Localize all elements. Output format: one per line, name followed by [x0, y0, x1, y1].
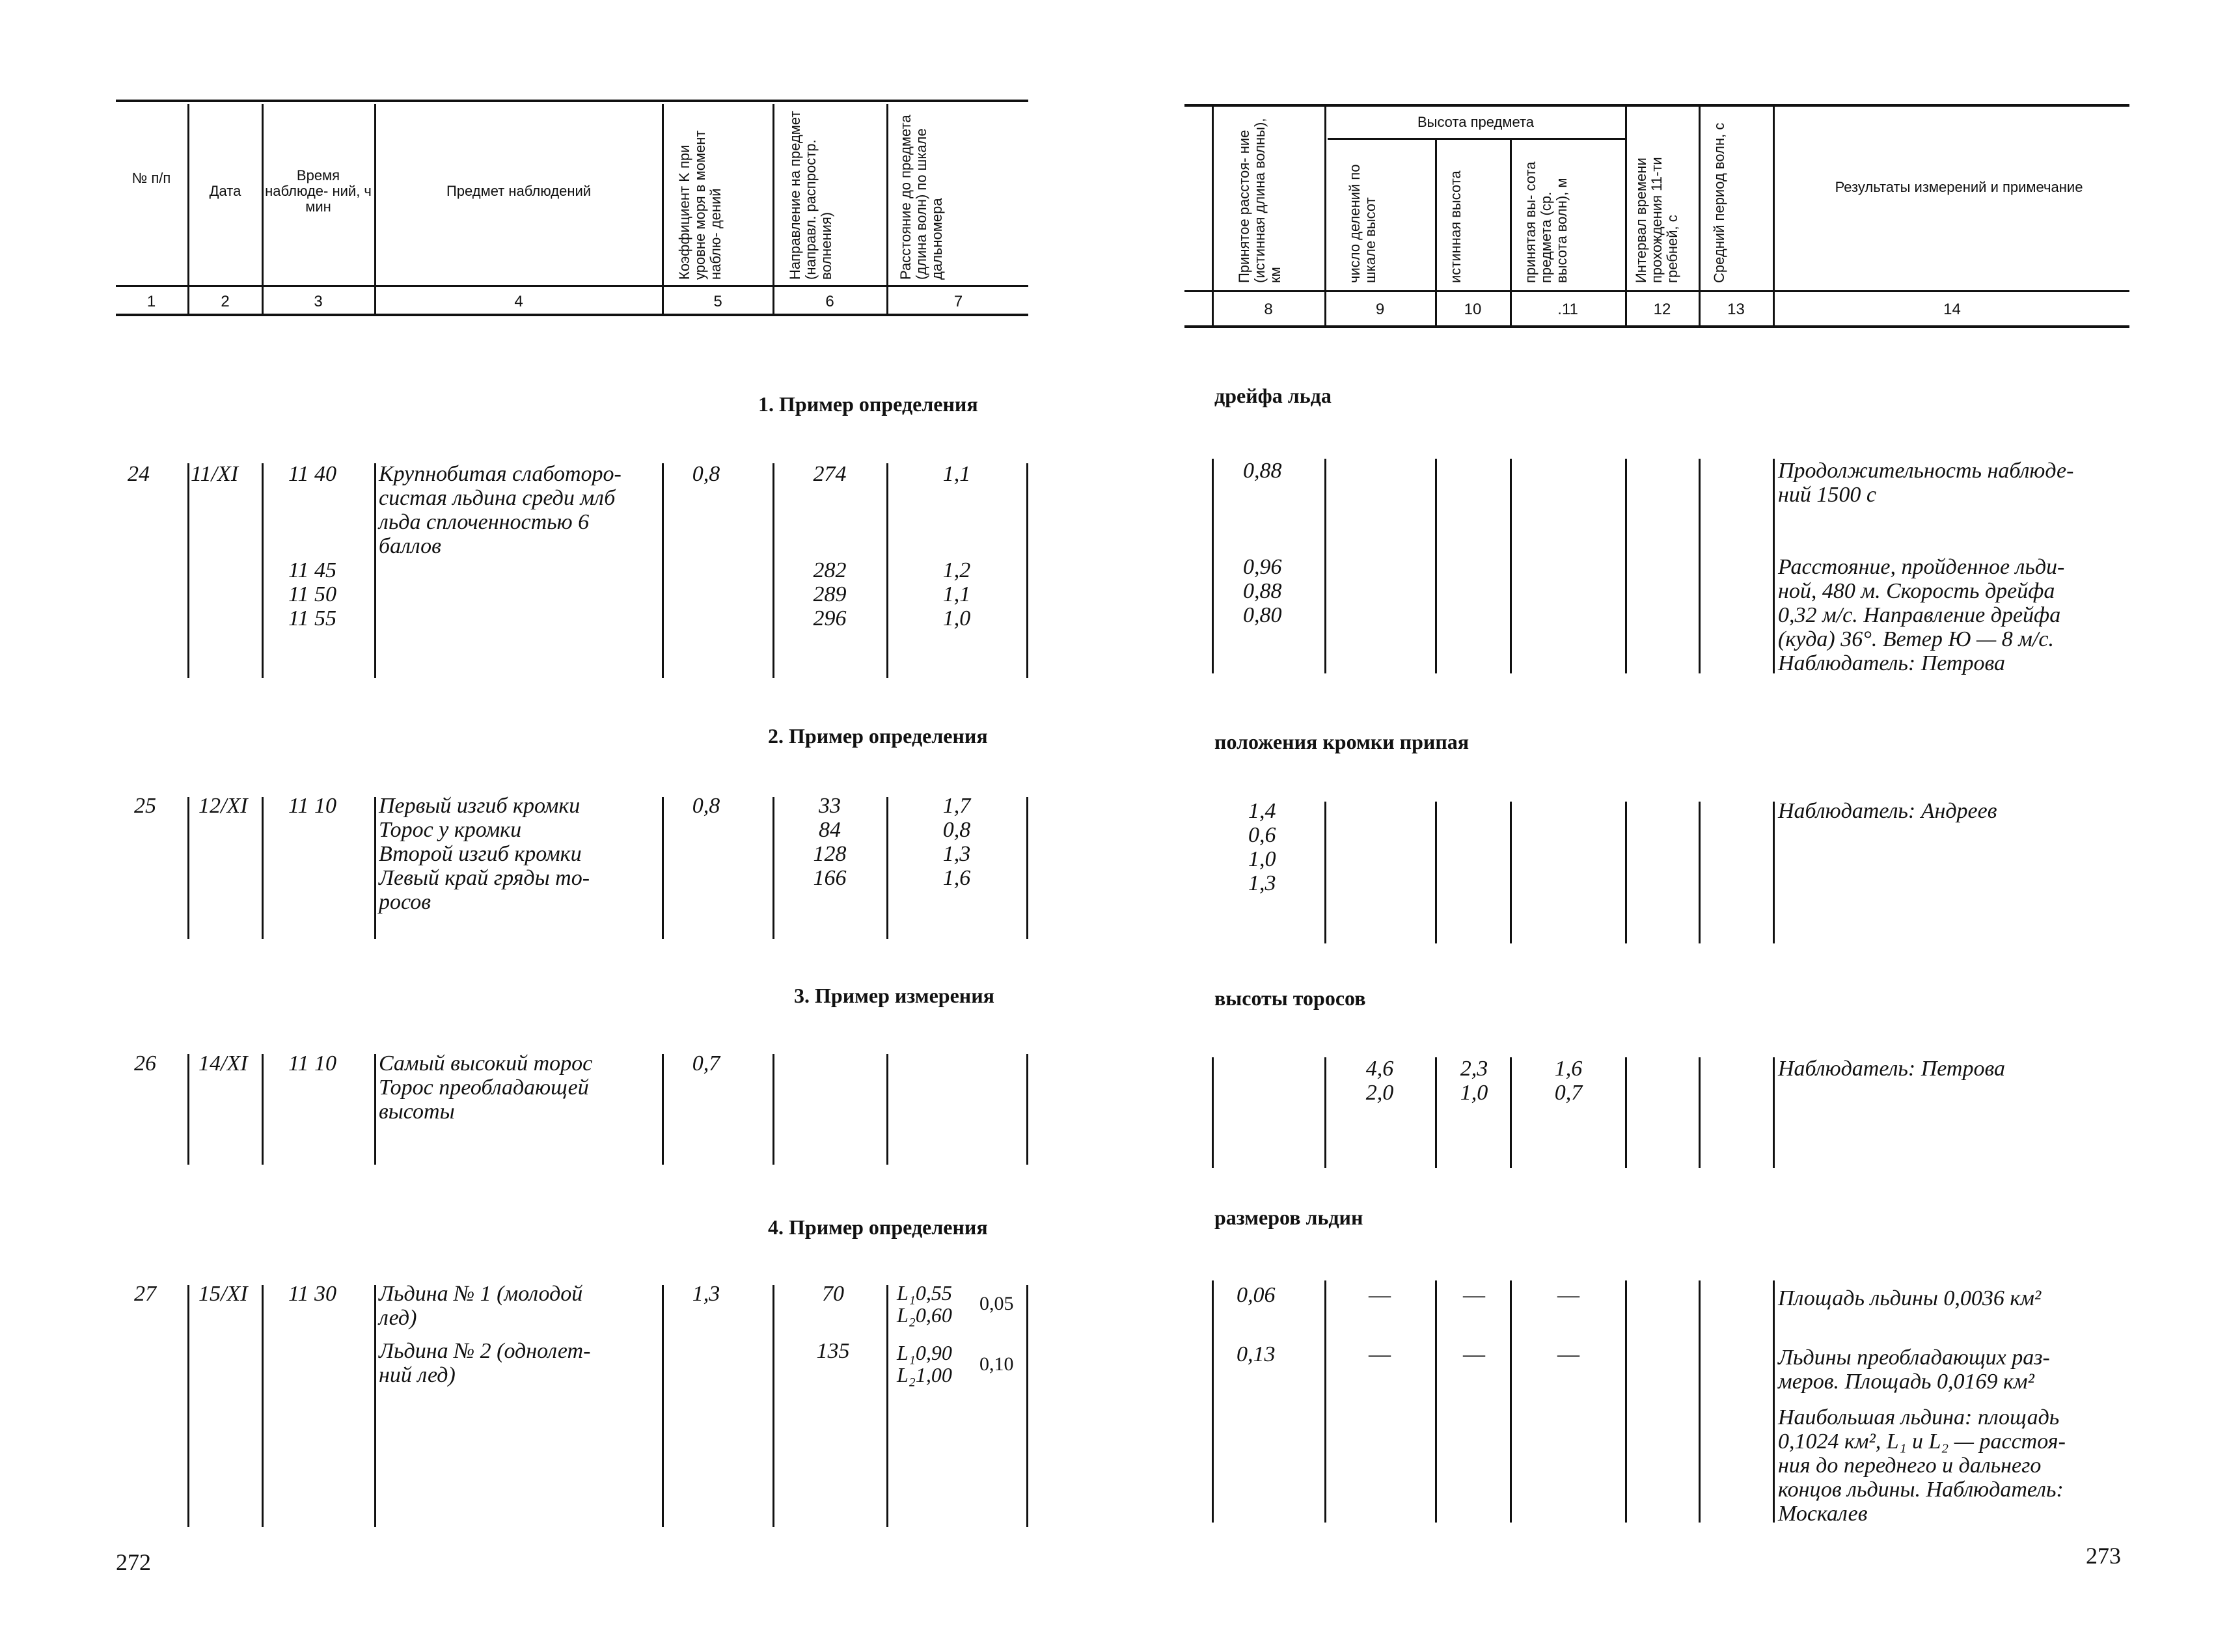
header-col-12: Интервал времени прохождения 11-ти гребней, с: [1633, 157, 1680, 283]
row-27-k: 1,3: [692, 1282, 720, 1306]
row-24-dir: 274 282 289 296: [813, 462, 847, 630]
row-27-h10-dash-1: —: [1463, 1283, 1485, 1307]
col-divider: [773, 797, 774, 939]
row-24-date: 11/XI: [191, 462, 239, 486]
col-divider: [262, 1054, 264, 1165]
col-divider: [1324, 802, 1326, 943]
left-header-top-rule: [116, 100, 1028, 102]
col-divider: [886, 1285, 888, 1527]
row-24-note-1: Продолжительность наблюде- ний 1500 с: [1778, 459, 2074, 507]
col-divider: [1625, 107, 1627, 325]
row-27-h10-dash-2: —: [1463, 1342, 1485, 1366]
col-divider: [886, 463, 888, 678]
row-24-dist: 1,1 1,2 1,1 1,0: [942, 462, 971, 630]
col-divider: [773, 104, 774, 314]
row-27-h11-dash-2: —: [1557, 1342, 1579, 1366]
col-number-10: 10: [1464, 301, 1482, 318]
row-27-dist-1-diff: 0,05: [979, 1293, 1014, 1314]
row-27-subject-2: Льдина № 2 (однолет- ний лед): [379, 1339, 591, 1387]
col-divider: [1510, 459, 1512, 673]
col-divider: [1435, 459, 1437, 673]
col-number-6: 6: [825, 293, 834, 310]
col-divider: [662, 1054, 664, 1165]
row-25-accepted: 1,4 0,6 1,0 1,3: [1248, 799, 1276, 895]
col-divider: [1435, 802, 1437, 943]
col-number-12: 12: [1653, 301, 1671, 318]
col-divider: [1773, 459, 1775, 673]
row-25-subject: Первый изгиб кромки Торос у кромки Второй изгиб кромки Левый край гряды то- росов: [379, 794, 590, 914]
section-2-title-left: 2. Пример определения: [768, 724, 988, 748]
row-26-num: 26: [134, 1051, 156, 1076]
col-divider: [1510, 1280, 1512, 1523]
col-divider: [886, 1054, 888, 1165]
col-divider: [374, 104, 376, 314]
row-25-date: 12/XI: [198, 794, 248, 818]
col-divider: [1699, 802, 1701, 943]
left-header-bottom-rule: [116, 314, 1028, 316]
col-number-5: 5: [713, 293, 722, 310]
col-number-8: 8: [1264, 301, 1273, 318]
row-26-subject: Самый высокий торос Торос преобладающей высоты: [379, 1051, 593, 1124]
row-27-dir-2: 135: [816, 1339, 850, 1363]
row-27-note-2: Льдины преобладающих раз- меров. Площадь 0,0169 км²: [1778, 1346, 2050, 1394]
col-divider: [662, 797, 664, 939]
section-3-title-left: 3. Пример измерения: [794, 984, 994, 1007]
row-24-note-2: Расстояние, пройденное льди- ной, 480 м. Скорость дрейфа 0,32 м/с. Направление дрейфа (куда) 36°. Ветер Ю — 8 м/с. Наблюдатель: Петрова: [1778, 555, 2065, 675]
col-divider: [773, 1054, 774, 1165]
col-divider: [773, 463, 774, 678]
row-25-times: 11 10: [288, 794, 336, 818]
header-height-group: Высота предмета: [1417, 114, 1535, 130]
row-25-dir: 33 84 128 166: [813, 794, 847, 890]
header-col-5: Коэффициент K при уровне моря в момент наблю- дений: [676, 130, 724, 280]
page-number-left: 272: [116, 1549, 151, 1575]
col-divider: [187, 104, 189, 314]
col-divider: [1026, 1054, 1028, 1165]
row-25-note-1: Наблюдатель: Андреев: [1778, 799, 1997, 823]
section-1-title-left: 1. Пример определения: [758, 392, 978, 416]
header-col-8: Принятое расстоя- ние (истинная длина волны), км: [1236, 118, 1283, 283]
col-divider: [1435, 1280, 1437, 1523]
col-divider: [187, 1054, 189, 1165]
row-25-k: 0,8: [692, 794, 720, 818]
col-number-4: 4: [514, 293, 523, 310]
col-number-9: 9: [1375, 301, 1385, 318]
col-divider: [1026, 797, 1028, 939]
col-divider: [374, 1054, 376, 1165]
col-divider: [1026, 1285, 1028, 1527]
row-27-subject-1: Льдина № 1 (молодой лед): [379, 1282, 583, 1330]
header-col-2: Дата: [209, 183, 241, 199]
right-header-group-rule: [1328, 138, 1627, 140]
row-27-times: 11 30: [288, 1282, 336, 1306]
row-27-h11-dash-1: —: [1557, 1283, 1579, 1307]
col-divider: [1435, 1057, 1437, 1168]
left-header-mid-rule: [116, 285, 1028, 287]
row-26-times: 11 10: [288, 1051, 336, 1076]
row-26-h11: 1,6 0,7: [1554, 1057, 1583, 1105]
col-number-13: 13: [1727, 301, 1745, 318]
section-3-title-right: высоты торосов: [1214, 986, 1366, 1010]
col-divider: [662, 463, 664, 678]
col-divider: [1625, 459, 1627, 673]
row-24-accepted: 0,88 0,96 0,88 0,80: [1243, 459, 1282, 627]
col-divider: [187, 463, 189, 678]
row-27-dist-1: L₁0,55 L₂0,60: [897, 1281, 952, 1327]
row-26-note-1: Наблюдатель: Петрова: [1778, 1057, 2005, 1081]
col-divider: [187, 1285, 189, 1527]
row-26-h9: 4,6 2,0: [1365, 1057, 1394, 1105]
header-col-7: Расстояние до предмета (длина волн) по шкале дальномера: [897, 115, 945, 280]
row-27-h9-dash-1: —: [1369, 1283, 1391, 1307]
col-divider: [1773, 107, 1775, 325]
header-col-14: Результаты измерений и примечание: [1835, 179, 2083, 195]
col-divider: [374, 463, 376, 678]
col-divider: [1699, 107, 1701, 325]
col-divider: [374, 1285, 376, 1527]
col-divider: [1212, 1280, 1214, 1523]
row-27-accepted-2: 0,13: [1237, 1342, 1276, 1366]
section-1-title-right: дрейфа льда: [1214, 384, 1332, 407]
row-26-date: 14/XI: [198, 1051, 248, 1076]
col-divider: [262, 797, 264, 939]
header-col-4: Предмет наблюдений: [446, 183, 592, 199]
col-divider: [1699, 1057, 1701, 1168]
header-col-11: принятая вы- сота предмета (ср. высота волн), м: [1522, 161, 1570, 283]
col-divider: [662, 104, 664, 314]
row-26-k: 0,7: [692, 1051, 720, 1076]
col-divider: [374, 797, 376, 939]
col-divider: [1212, 459, 1214, 673]
row-25-dist: 1,7 0,8 1,3 1,6: [942, 794, 971, 890]
row-24-times: 11 40 11 45 11 50 11 55: [288, 462, 336, 630]
col-divider: [1324, 107, 1326, 325]
col-divider: [1510, 140, 1512, 325]
row-24-k: 0,8: [692, 462, 720, 486]
col-divider: [1324, 1280, 1326, 1523]
row-27-num: 27: [134, 1282, 156, 1306]
row-24-num: 24: [128, 462, 150, 486]
row-27-dist-2-diff: 0,10: [979, 1353, 1014, 1375]
col-divider: [1773, 1057, 1775, 1168]
col-divider: [1324, 459, 1326, 673]
col-divider: [262, 1285, 264, 1527]
col-divider: [886, 797, 888, 939]
row-27-note-3: Наибольшая льдина: площадь 0,1024 км², L₁ и L₂ — расстоя- ния до переднего и дальнего концов льдины. Наблюдатель: Москалев: [1778, 1405, 2066, 1526]
row-27-date: 15/XI: [198, 1282, 248, 1306]
row-27-accepted-1: 0,06: [1237, 1283, 1276, 1307]
col-divider: [886, 104, 888, 314]
header-col-1: № п/п: [131, 170, 171, 186]
row-25-num: 25: [134, 794, 156, 818]
col-divider: [1625, 1057, 1627, 1168]
header-col-10: истинная высота: [1447, 170, 1464, 283]
header-col-3: Время наблюде- ний, ч мин: [265, 167, 372, 215]
right-header-bottom-rule: [1184, 325, 2129, 328]
col-divider: [1510, 1057, 1512, 1168]
page-number-right: 273: [2086, 1543, 2121, 1569]
col-divider: [1026, 463, 1028, 678]
row-27-h9-dash-2: —: [1369, 1342, 1391, 1366]
col-number-1: 1: [146, 293, 156, 310]
section-4-title-right: размеров льдин: [1214, 1206, 1363, 1229]
col-divider: [1324, 1057, 1326, 1168]
col-divider: [1625, 802, 1627, 943]
col-number-11: .11: [1557, 301, 1578, 318]
col-number-2: 2: [221, 293, 230, 310]
col-divider: [1699, 1280, 1701, 1523]
col-number-3: 3: [314, 293, 323, 310]
col-divider: [1212, 107, 1214, 325]
row-27-dir-1: 70: [822, 1282, 844, 1306]
col-divider: [1435, 140, 1437, 325]
col-divider: [262, 104, 264, 314]
header-col-9: число делений по шкале высот: [1347, 164, 1378, 283]
row-24-subject: Крупнобитая слаботоро- систая льдина среди млб льда сплоченностью 6 баллов: [379, 462, 622, 558]
col-divider: [1510, 802, 1512, 943]
col-divider: [1773, 802, 1775, 943]
header-col-6: Направление на предмет (направл. распростр. волнения): [787, 111, 834, 280]
col-number-7: 7: [953, 293, 963, 310]
col-divider: [262, 463, 264, 678]
row-27-dist-2: L₁0,90 L₂1,00: [897, 1341, 952, 1387]
col-divider: [1625, 1280, 1627, 1523]
col-divider: [1212, 1057, 1214, 1168]
row-26-h10: 2,3 1,0: [1460, 1057, 1488, 1105]
row-27-note-1: Площадь льдины 0,0036 км²: [1778, 1286, 2042, 1310]
section-2-title-right: положения кромки припая: [1214, 730, 1470, 753]
col-divider: [1699, 459, 1701, 673]
section-4-title-left: 4. Пример определения: [768, 1215, 988, 1239]
col-divider: [1773, 1280, 1775, 1523]
header-col-13: Средний период волн, с: [1711, 122, 1727, 283]
col-divider: [662, 1285, 664, 1527]
col-divider: [773, 1285, 774, 1527]
col-divider: [187, 797, 189, 939]
col-number-14: 14: [1943, 301, 1961, 318]
